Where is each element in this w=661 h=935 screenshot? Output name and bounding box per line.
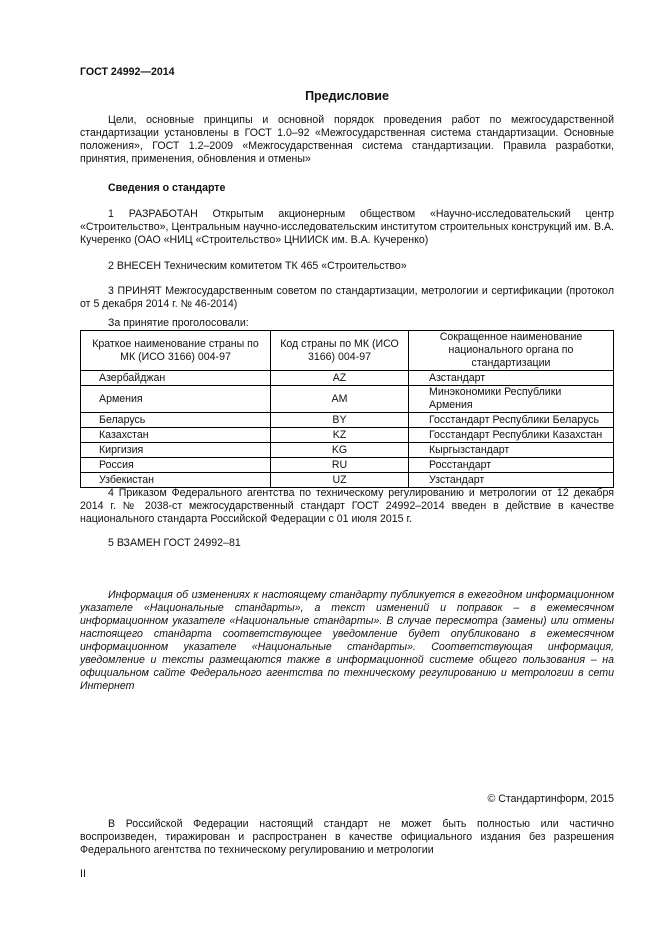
country-name-cell: Азербайджан (81, 371, 271, 386)
agency-name-cell: Кыргызстандарт (409, 443, 614, 458)
table-row (81, 371, 614, 386)
agency-name-cell: Госстандарт Республики Беларусь (409, 413, 614, 428)
item-2-paragraph: 2 ВНЕСЕН Техническим комитетом ТК 465 «Строительство» (108, 260, 407, 272)
changes-notice: Информация об изменениях к настоящему стандарту публикуется в ежегодном информационном указателе «Национальные стандарты», а текст изменений и поправок – в ежемесячном информационном указателе «Национальные стандарты». В случае пересмотра (замены) или отмены настоящего стандарта соответствующее уведомление будет опубликовано в ежемесячном информационном указателе «Национальные стандарты». Соответствующая информация, уведомление и тексты размещаются также в информационной системе общего пользования – на официальном сайте Федерального агентства по техническому регулированию и метрологии в сети Интернет (80, 589, 614, 692)
page-title: Предисловие (305, 89, 389, 103)
item-3-paragraph: 3 ПРИНЯТ Межгосударственным советом по стандартизации, метрологии и сертификации (протокол от 5 декабря 2014 г. № 46-2014) (80, 285, 614, 310)
country-code-cell: UZ (271, 473, 409, 488)
copyright-line: © Стандартинформ, 2015 (487, 793, 614, 805)
item-1-paragraph: 1 РАЗРАБОТАН Открытым акционерным обществом «Научно-исследовательский центр «Строительство», Центральным научно-исследовательским институтом строительных конструкций им. В.А. Кучеренко (ОАО «НИЦ «Строительство» ЦНИИСК им. В.А. Кучеренко) (80, 208, 614, 246)
country-name-cell: Армения (81, 386, 271, 413)
rights-paragraph: В Российской Федерации настоящий стандарт не может быть полностью или частично воспроизведен, тиражирован и распространен в качестве официального издания без разрешения Федерального агентства по техническому регулированию и метрологии (80, 818, 614, 856)
agency-name-cell: Госстандарт Республики Казахстан (409, 428, 614, 443)
country-code-cell: KG (271, 443, 409, 458)
table-row (81, 458, 614, 473)
country-code-cell: RU (271, 458, 409, 473)
agency-name-cell: Азстандарт (409, 371, 614, 386)
country-code-cell: AZ (271, 371, 409, 386)
table-row (81, 428, 614, 443)
country-name-cell: Россия (81, 458, 271, 473)
item-4-paragraph: 4 Приказом Федерального агентства по техническому регулированию и метрологии от 12 декабря 2014 г. № 2038-ст межгосударственный стандарт ГОСТ 24992–2014 введен в действие в качестве национального стандарта Российской Федерации с 01 июля 2015 г. (80, 487, 614, 525)
table-row (81, 473, 614, 488)
country-name-cell: Беларусь (81, 413, 271, 428)
country-name-cell: Киргизия (81, 443, 271, 458)
country-name-cell: Узбекистан (81, 473, 271, 488)
table-header-cell: Код страны по МК (ИСО 3166) 004-97 (271, 331, 409, 371)
item-5-paragraph: 5 ВЗАМЕН ГОСТ 24992–81 (108, 537, 241, 549)
page-number: II (80, 868, 86, 880)
table-row (81, 413, 614, 428)
table-row (81, 443, 614, 458)
country-name-cell: Казахстан (81, 428, 271, 443)
country-code-cell: BY (271, 413, 409, 428)
agency-name-cell: Минэкономики Республики Армения (409, 386, 614, 413)
countries-table (80, 330, 614, 488)
intro-paragraph: Цели, основные принципы и основной порядок проведения работ по межгосударственной стандартизации установлены в ГОСТ 1.0–92 «Межгосударственная система стандартизации. Основные положения», ГОСТ 1.2–2009 «Межгосударственная система стандартизации. Правила разработки, принятия, применения, обновления и отмены» (80, 114, 614, 165)
country-code-cell: KZ (271, 428, 409, 443)
agency-name-cell: Узстандарт (409, 473, 614, 488)
country-code-cell: AM (271, 386, 409, 413)
document-code: ГОСТ 24992—2014 (80, 66, 175, 78)
info-heading: Сведения о стандарте (108, 182, 226, 194)
agency-name-cell: Росстандарт (409, 458, 614, 473)
table-header-row (81, 331, 614, 371)
table-header-cell: Сокращенное наименование национального органа по стандартизации (409, 331, 614, 371)
votes-label: За принятие проголосовали: (108, 317, 249, 329)
table-header-cell: Краткое наименование страны по МК (ИСО 3166) 004-97 (81, 331, 271, 371)
table-row (81, 386, 614, 413)
